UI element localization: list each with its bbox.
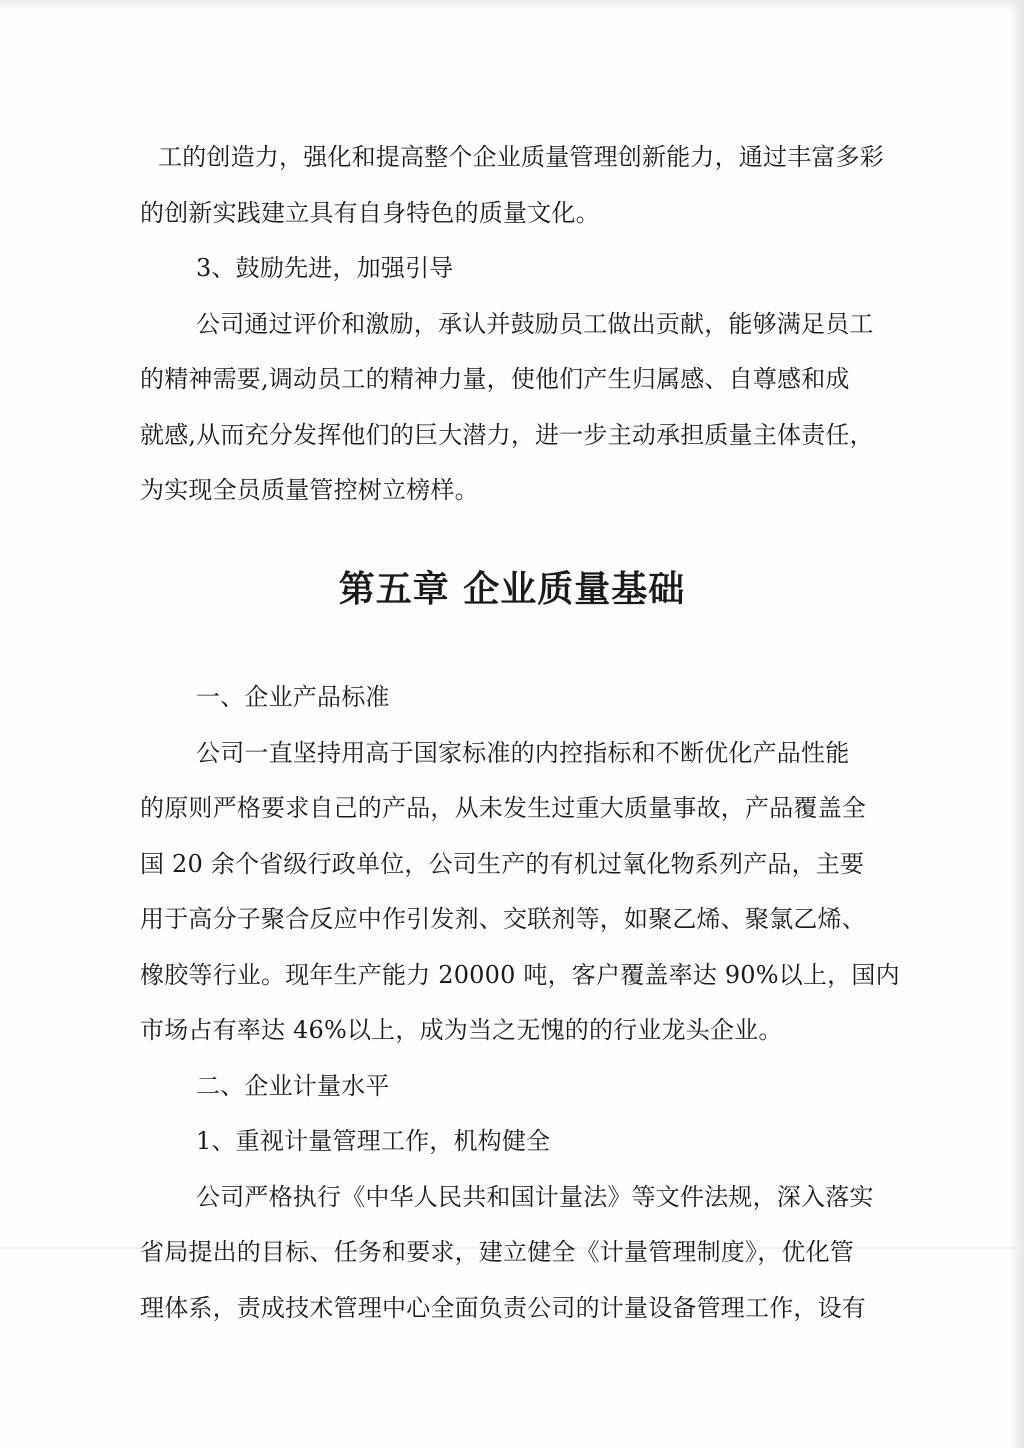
paragraph-line: 橡胶等行业。现年生产能力 20000 吨，客户覆盖率达 90%以上，国内 [140, 961, 900, 989]
paragraph-line: 工的创造力，强化和提高整个企业质量管理创新能力，通过丰富多彩 [158, 143, 884, 171]
paragraph-line: 省局提出的目标、任务和要求，建立健全《计量管理制度》，优化管 [140, 1238, 854, 1266]
chapter-heading: 第五章 企业质量基础 [338, 569, 686, 610]
paragraph-line: 市场占有率达 46%以上，成为当之无愧的的行业龙头企业。 [140, 1016, 783, 1044]
paragraph-line: 公司一直坚持用高于国家标准的内控指标和不断优化产品性能 [196, 739, 850, 767]
section-title: 二、企业计量水平 [196, 1072, 390, 1100]
paragraph-line: 公司通过评价和激励，承认并鼓励员工做出贡献，能够满足员工 [196, 310, 874, 338]
scan-edge-right [1010, 0, 1024, 1448]
paragraph-line: 的创新实践建立具有自身特色的质量文化。 [140, 199, 600, 227]
section-subtitle: 1、重视计量管理工作，机构健全 [196, 1127, 551, 1155]
paragraph-line: 就感,从而充分发挥他们的巨大潜力，进一步主动承担质量主体责任， [140, 421, 874, 449]
paragraph-line: 理体系，责成技术管理中心全面负责公司的计量设备管理工作，设有 [140, 1294, 866, 1322]
paragraph-line: 国 20 余个省级行政单位，公司生产的有机过氧化物系列产品，主要 [140, 850, 865, 878]
paragraph-line: 用于高分子聚合反应中作引发剂、交联剂等，如聚乙烯、聚氯乙烯、 [140, 905, 866, 933]
section-subtitle: 3、鼓励先进，加强引导 [196, 254, 454, 282]
section-title: 一、企业产品标准 [196, 683, 390, 711]
paragraph-line: 为实现全员质量管控树立榜样。 [140, 476, 479, 504]
scan-edge-top [0, 0, 1024, 10]
paragraph-line: 的精神需要,调动员工的精神力量，使他们产生归属感、自尊感和成 [140, 365, 850, 393]
paragraph-line: 的原则严格要求自己的产品，从未发生过重大质量事故，产品覆盖全 [140, 794, 866, 822]
paragraph-line: 公司严格执行《中华人民共和国计量法》等文件法规，深入落实 [196, 1183, 874, 1211]
